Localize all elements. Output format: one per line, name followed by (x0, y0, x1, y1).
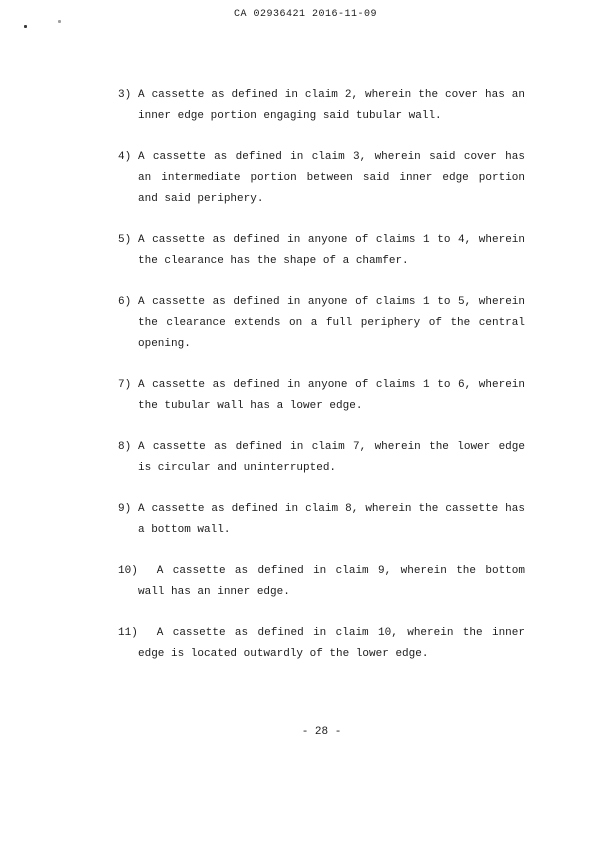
claim-item (118, 437, 525, 479)
claim-number: 11) (118, 627, 138, 639)
claim-item (118, 147, 525, 210)
claim-text: A cassette as defined in claim 8, wherein the cassette has a bottom wall. (138, 503, 525, 536)
scan-speck (24, 25, 27, 28)
claim-item (118, 85, 525, 127)
claim-item (118, 561, 525, 603)
claim-text: A cassette as defined in claim 10, wherein the inner edge is located outwardly of the lower edge. (138, 627, 525, 660)
claim-number: 6) (118, 296, 132, 308)
claim-item (118, 375, 525, 417)
claim-text: A cassette as defined in anyone of claims 1 to 4, wherein the clearance has the shape of a chamfer. (138, 234, 525, 267)
claim-number: 4) (118, 151, 132, 163)
claim-number: 8) (118, 441, 132, 453)
document-header-id: CA 02936421 2016-11-09 (233, 9, 378, 20)
claim-number: 9) (118, 503, 132, 515)
claim-text: A cassette as defined in claim 9, wherein the bottom wall has an inner edge. (138, 565, 525, 598)
claim-number: 3) (118, 89, 132, 101)
claim-text: A cassette as defined in anyone of claims 1 to 6, wherein the tubular wall has a lower edge. (138, 379, 525, 412)
claim-item (118, 623, 525, 665)
claim-item (118, 230, 525, 272)
claim-number: 10) (118, 565, 138, 577)
scan-speck (58, 20, 61, 23)
claim-text: A cassette as defined in anyone of claims 1 to 5, wherein the clearance extends on a full periphery of the central opening. (138, 296, 525, 350)
page-number: - 28 - (301, 726, 342, 738)
claim-number: 5) (118, 234, 132, 246)
claim-item (118, 292, 525, 355)
claim-text: A cassette as defined in claim 2, wherein the cover has an inner edge portion engaging said tubular wall. (138, 89, 525, 122)
claim-text: A cassette as defined in claim 7, wherein the lower edge is circular and uninterrupted. (138, 441, 525, 474)
claim-text: A cassette as defined in claim 3, wherein said cover has an intermediate portion between said inner edge portion and said periphery. (138, 151, 525, 205)
claim-number: 7) (118, 379, 132, 391)
claim-item (118, 499, 525, 541)
claims-list (118, 85, 525, 685)
